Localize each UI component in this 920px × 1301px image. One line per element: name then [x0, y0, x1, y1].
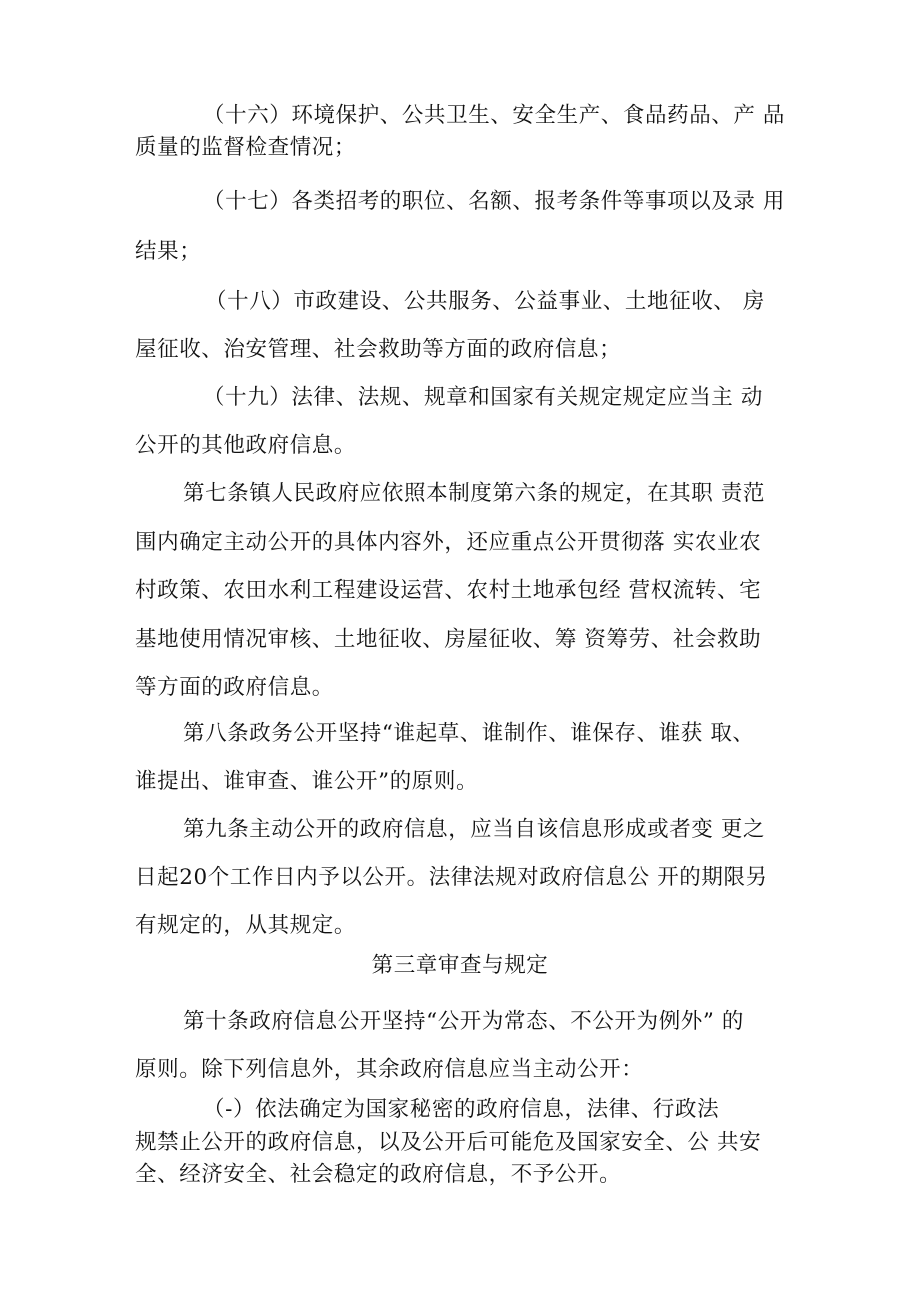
- text-line: 规禁止公开的政府信息，以及公开后可能危及国家安全、公 共安: [135, 1129, 762, 1155]
- paragraph-article-8: [135, 710, 795, 806]
- paragraph-item-17: [135, 177, 795, 277]
- text-line: 屋征收、治安管理、社会救助等方面的政府信息；: [135, 337, 622, 362]
- paragraph-item-16: [135, 100, 795, 164]
- text-line: 第九条主动公开的政府信息，应当自该信息形成或者变 更之: [183, 817, 766, 842]
- paragraph-item-19: [135, 374, 795, 470]
- text-line: （-）依法确定为国家秘密的政府信息，法律、行政法: [203, 1097, 720, 1122]
- text-line: 第七条镇人民政府应依照本制度第六条的规定，在其职 责范: [183, 481, 766, 506]
- paragraph-article-10: [135, 998, 795, 1094]
- text-line: 有规定的，从其规定。: [135, 913, 357, 938]
- text-line: 谁提出、谁审查、谁公开”的原则。: [135, 769, 479, 794]
- paragraph-item-1: [135, 1094, 795, 1192]
- text-line: 质量的监督检查情况；: [135, 135, 357, 160]
- text-line: 全、经济安全、社会稳定的政府信息，不予公开。: [135, 1162, 622, 1187]
- text-line: （十七）各类招考的职位、名额、报考条件等事项以及录 用: [203, 189, 786, 214]
- paragraph-item-18: [135, 278, 795, 374]
- text-line: （十八）市政建设、公共服务、公益事业、土地征收、 房: [205, 289, 765, 314]
- text-line: （十九）法律、法规、规章和国家有关规定规定应当主 动: [203, 385, 763, 410]
- text-line: 围内确定主动公开的具体内容外，还应重点公开贯彻落 实农业农: [135, 529, 762, 555]
- chapter-heading: 第三章审查与规定: [371, 953, 549, 978]
- paragraph-article-9: [135, 806, 795, 950]
- text-line: （十六）环境保护、公共卫生、安全生产、食品药品、产 品: [203, 103, 786, 128]
- text-line: 日起20个工作日内予以公开。法律法规对政府信息公 开的期限另: [135, 865, 768, 890]
- text-line: 等方面的政府信息。: [135, 675, 334, 700]
- text-line: 基地使用情况审核、土地征收、房屋征收、筹 资筹劳、社会救助: [135, 626, 762, 652]
- text-line: 公开的其他政府信息。: [135, 433, 357, 458]
- text-line: 第八条政务公开坚持“谁起草、谁制作、谁保存、谁获 取、: [183, 721, 755, 746]
- text-line: 村政策、农田水利工程建设运营、农村土地承包经 营权流转、宅: [135, 578, 762, 603]
- text-line: 原则。除下列信息外，其余政府信息应当主动公开：: [135, 1057, 644, 1082]
- text-line: 结果；: [135, 239, 202, 264]
- text-line: 第十条政府信息公开坚持“公开为常态、不公开为例外” 的: [183, 1009, 745, 1034]
- paragraph-article-7: [135, 470, 795, 713]
